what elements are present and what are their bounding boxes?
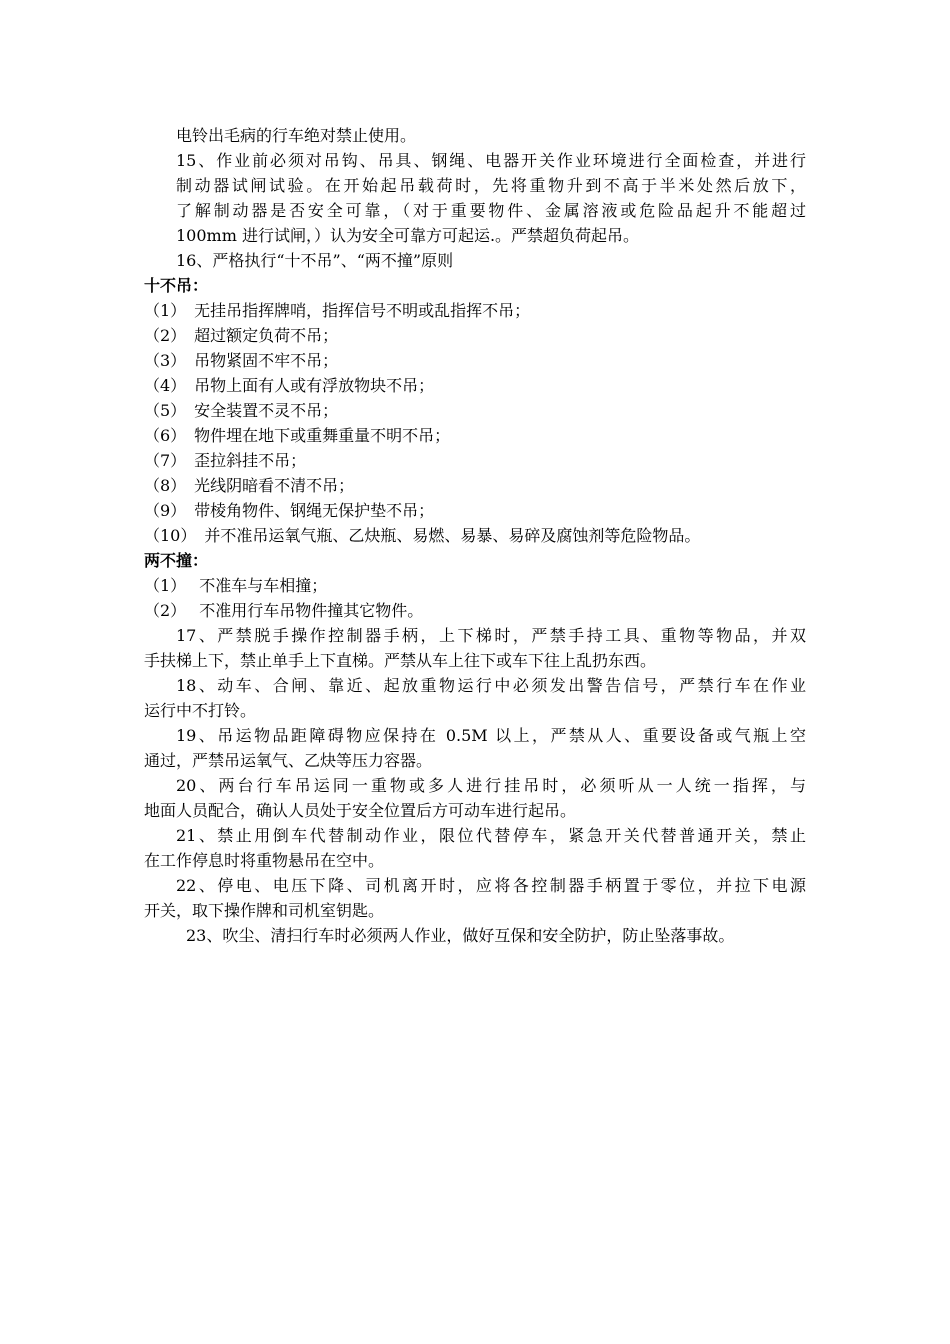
list-item: （6） 物件埋在地下或重舞重量不明不吊； — [144, 426, 451, 445]
text-line: 制动器试闸试验。在开始起吊载荷时，先将重物升到不高于半米处然后放下， — [176, 176, 806, 195]
text-line: 电铃出毛病的行车绝对禁止使用。 — [176, 126, 417, 145]
rule-line: 在工作停息时将重物悬吊在空中。 — [144, 851, 385, 870]
rule-line: 21、禁止用倒车代替制动作业，限位代替停车，紧急开关代替普通开关，禁止 — [176, 826, 806, 845]
list-item: （3） 吊物紧固不牢不吊； — [144, 351, 339, 370]
list-item: （9） 带棱角物件、钢绳无保护垫不吊； — [144, 501, 435, 520]
rule-line: 20、两台行车吊运同一重物或多人进行挂吊时，必须听从一人统一指挥，与 — [176, 776, 806, 795]
rule-line: 17、严禁脱手操作控制器手柄，上下梯时，严禁手持工具、重物等物品，并双 — [176, 626, 806, 645]
list-item: （5） 安全装置不灵不吊； — [144, 401, 339, 420]
rule-line: 22、停电、电压下降、司机离开时，应将各控制器手柄置于零位，并拉下电源 — [176, 876, 806, 895]
section-heading-ten-no-lift: 十不吊： — [144, 276, 209, 295]
rule-line: 运行中不打铃。 — [144, 701, 257, 720]
text-line: 15、作业前必须对吊钩、吊具、钢绳、电器开关作业环境进行全面检查，并进行 — [176, 151, 806, 170]
list-item: （10） 并不准吊运氧气瓶、乙炔瓶、易燃、易暴、易碎及腐蚀剂等危险物品。 — [144, 526, 701, 545]
text-line: 100mm 进行试闸，）认为安全可靠方可起运.。严禁超负荷起吊。 — [176, 226, 640, 245]
rule-line: 手扶梯上下，禁止单手上下直梯。严禁从车上往下或车下往上乱扔东西。 — [144, 651, 657, 670]
rule-line: 18、动车、合闸、靠近、起放重物运行中必须发出警告信号，严禁行车在作业 — [176, 676, 806, 695]
rule-line: 23、吹尘、清扫行车时必须两人作业，做好互保和安全防护，防止坠落事故。 — [186, 926, 735, 945]
rule-line: 地面人员配合，确认人员处于安全位置后方可动车进行起吊。 — [144, 801, 577, 820]
list-item: （1） 不准车与车相撞； — [144, 576, 328, 595]
rule-line: 开关，取下操作牌和司机室钥匙。 — [144, 901, 385, 920]
list-item: （2） 不准用行车吊物件撞其它物件。 — [144, 601, 424, 620]
section-heading-two-no-collide: 两不撞： — [144, 551, 209, 570]
text-line: 了解制动器是否安全可靠，（对于重要物件、金属溶液或危险品起升不能超过 — [176, 201, 806, 220]
text-line: 16、严格执行“十不吊”、“两不撞”原则 — [176, 251, 454, 270]
list-item: （7） 歪拉斜挂不吊； — [144, 451, 307, 470]
list-item: （8） 光线阴暗看不清不吊； — [144, 476, 355, 495]
rule-line: 通过，严禁吊运氧气、乙炔等压力容器。 — [144, 751, 433, 770]
rule-line: 19、吊运物品距障碍物应保持在 0.5M 以上，严禁从人、重要设备或气瓶上空 — [176, 726, 806, 745]
list-item: （4） 吊物上面有人或有浮放物块不吊； — [144, 376, 435, 395]
list-item: （1） 无挂吊指挥牌哨，指挥信号不明或乱指挥不吊； — [144, 301, 531, 320]
list-item: （2） 超过额定负荷不吊； — [144, 326, 339, 345]
